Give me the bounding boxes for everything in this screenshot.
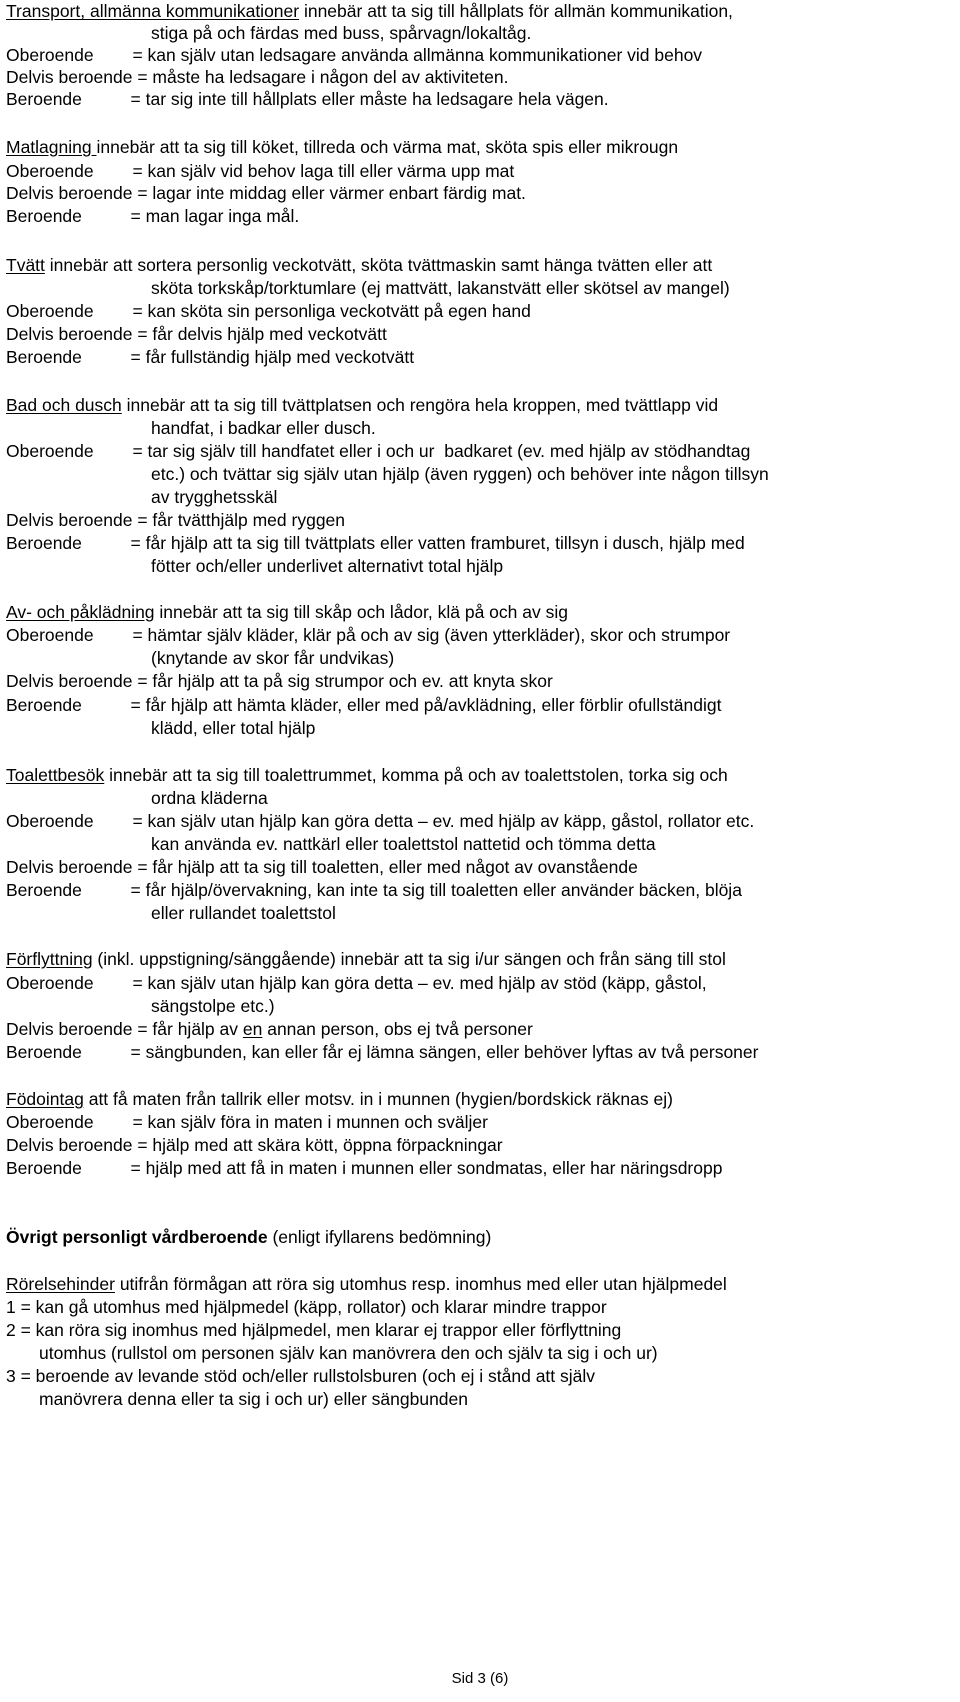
bad-intro-cont: handfat, i badkar eller dusch.	[151, 418, 376, 438]
fodointag-heading: Födointag	[6, 1089, 84, 1109]
matlagning-oberoende: Oberoende = kan själv vid behov laga till eller värma upp mat	[6, 161, 515, 181]
transport-oberoende: Oberoende = kan själv utan ledsagare använda allmänna kommunikationer vid behov	[6, 45, 703, 65]
toalett-heading: Toalettbesök	[6, 765, 105, 785]
matlagning-intro: innebär att ta sig till köket, tillreda och värma mat, sköta spis eller mikrougn	[96, 137, 679, 157]
tvatt-beroende: Beroende = får fullständig hjälp med veckotvätt	[6, 347, 415, 367]
toalett-intro-cont: ordna kläderna	[151, 788, 268, 808]
forflyttning-delvis-a: Delvis beroende = får hjälp av	[6, 1019, 243, 1039]
klad-oberoende-cont: (knytande av skor får undvikas)	[151, 648, 395, 668]
klad-heading: Av- och påklädning	[6, 602, 155, 622]
bad-oberoende: Oberoende = tar sig själv till handfatet eller i och ur badkaret (ev. med hjälp av stödhandtag	[6, 441, 751, 461]
forflyttning-delvis-en: en	[242, 1019, 263, 1039]
fodointag-oberoende: Oberoende = kan själv föra in maten i munnen och sväljer	[6, 1112, 488, 1132]
rorelse-intro-line	[6, 1273, 727, 1295]
transport-intro: innebär att ta sig till hållplats för allmän kommunikation,	[299, 1, 733, 21]
tvatt-oberoende: Oberoende = kan sköta sin personliga veckotvätt på egen hand	[6, 301, 531, 321]
forflyttning-heading: Förflyttning	[6, 949, 93, 969]
rorelse-level-3-cont: manövrera denna eller ta sig i och ur) eller sängbunden	[39, 1389, 469, 1409]
forflyttning-delvis-b: annan person, obs ej två personer	[262, 1019, 533, 1039]
rorelse-level-2: 2 = kan röra sig inomhus med hjälpmedel, men klarar ej trappor eller förflyttning	[6, 1320, 622, 1340]
ovrigt-note: (enligt ifyllarens bedömning)	[267, 1227, 492, 1247]
bad-beroende: Beroende = får hjälp att ta sig till tvättplats eller vatten framburet, tillsyn i dusch, hjälp med	[6, 533, 745, 553]
matlagning-beroende: Beroende = man lagar inga mål.	[6, 206, 300, 226]
tvatt-intro: innebär att sortera personlig veckotvätt, sköta tvättmaskin samt hänga tvätten eller att	[44, 255, 713, 275]
transport-intro-cont: stiga på och färdas med buss, spårvagn/lokaltåg.	[151, 23, 532, 43]
transport-delvis: Delvis beroende = måste ha ledsagare i någon del av aktiviteten.	[6, 67, 509, 87]
forflyttning-intro-line	[6, 948, 726, 970]
rorelse-level-2-cont: utomhus (rullstol om personen själv kan manövrera den och själv ta sig i och ur)	[39, 1343, 658, 1363]
bad-beroende-cont: fötter och/eller underlivet alternativt total hjälp	[151, 556, 504, 576]
toalett-oberoende-cont: kan använda ev. nattkärl eller toalettstol nattetid och tömma detta	[151, 834, 656, 854]
toalett-beroende-cont: eller rullandet toalettstol	[151, 903, 336, 923]
toalett-oberoende: Oberoende = kan själv utan hjälp kan göra detta – ev. med hjälp av käpp, gåstol, rollator etc.	[6, 811, 755, 831]
forflyttning-beroende: Beroende = sängbunden, kan eller får ej lämna sängen, eller behöver lyftas av två personer	[6, 1042, 759, 1062]
bad-intro-line	[6, 394, 718, 416]
bad-delvis: Delvis beroende = får tvätthjälp med ryggen	[6, 510, 346, 530]
transport-intro-line	[6, 0, 733, 22]
klad-beroende: Beroende = får hjälp att hämta kläder, eller med på/avklädning, eller förblir ofullständigt	[6, 695, 722, 715]
tvatt-intro-cont: sköta torkskåp/torktumlare (ej mattvätt, lakanstvätt eller skötsel av mangel)	[151, 278, 730, 298]
forflyttning-oberoende: Oberoende = kan själv utan hjälp kan göra detta – ev. med hjälp av stöd (käpp, gåstol,	[6, 973, 707, 993]
rorelse-level-1: 1 = kan gå utomhus med hjälpmedel (käpp, rollator) och klarar mindre trappor	[6, 1297, 607, 1317]
fodointag-delvis: Delvis beroende = hjälp med att skära kött, öppna förpackningar	[6, 1135, 503, 1155]
rorelse-heading: Rörelsehinder	[6, 1274, 115, 1294]
bad-oberoende-cont2: av trygghetsskäl	[151, 487, 278, 507]
tvatt-delvis: Delvis beroende = får delvis hjälp med veckotvätt	[6, 324, 387, 344]
fodointag-intro: att få maten från tallrik eller motsv. in i munnen (hygien/bordskick räknas ej)	[83, 1089, 673, 1109]
toalett-intro: innebär att ta sig till toalettrummet, komma på och av toalettstolen, torka sig och	[104, 765, 728, 785]
toalett-intro-line	[6, 764, 728, 786]
toalett-delvis: Delvis beroende = får hjälp att ta sig till toaletten, eller med något av ovanstående	[6, 857, 638, 877]
ovrigt-heading: Övrigt personligt vårdberoende	[6, 1227, 268, 1247]
transport-heading: Transport, allmänna kommunikationer	[6, 1, 300, 21]
matlagning-intro-line	[6, 136, 678, 158]
rorelse-intro: utifrån förmågan att röra sig utomhus resp. inomhus med eller utan hjälpmedel	[114, 1274, 727, 1294]
forflyttning-delvis	[6, 1018, 533, 1040]
fodointag-beroende: Beroende = hjälp med att få in maten i munnen eller sondmatas, eller har näringsdropp	[6, 1158, 723, 1178]
ovrigt-line	[6, 1226, 491, 1248]
klad-delvis: Delvis beroende = får hjälp att ta på sig strumpor och ev. att knyta skor	[6, 671, 553, 691]
fodointag-intro-line	[6, 1088, 673, 1110]
forflyttning-intro: (inkl. uppstigning/sänggående) innebär att ta sig i/ur sängen och från säng till stol	[92, 949, 726, 969]
klad-intro: innebär att ta sig till skåp och lådor, klä på och av sig	[154, 602, 568, 622]
matlagning-delvis: Delvis beroende = lagar inte middag eller värmer enbart färdig mat.	[6, 183, 526, 203]
bad-heading: Bad och dusch	[6, 395, 122, 415]
bad-intro: innebär att ta sig till tvättplatsen och rengöra hela kroppen, med tvättlapp vid	[121, 395, 719, 415]
klad-beroende-cont: klädd, eller total hjälp	[151, 718, 316, 738]
page-number: Sid 3 (6)	[451, 1670, 509, 1687]
forflyttning-oberoende-cont: sängstolpe etc.)	[151, 996, 275, 1016]
klad-intro-line	[6, 601, 568, 623]
tvatt-intro-line	[6, 254, 712, 276]
tvatt-heading: Tvätt	[6, 255, 45, 275]
bad-oberoende-cont1: etc.) och tvättar sig själv utan hjälp (även ryggen) och behöver inte någon tillsyn	[151, 464, 769, 484]
matlagning-heading: Matlagning	[6, 137, 97, 157]
klad-oberoende: Oberoende = hämtar själv kläder, klär på och av sig (även ytterkläder), skor och strumpor	[6, 625, 731, 645]
toalett-beroende: Beroende = får hjälp/övervakning, kan inte ta sig till toaletten eller använder bäcken, blöja	[6, 880, 742, 900]
rorelse-level-3: 3 = beroende av levande stöd och/eller rullstolsburen (och ej i stånd att själv	[6, 1366, 596, 1386]
transport-beroende: Beroende = tar sig inte till hållplats eller måste ha ledsagare hela vägen.	[6, 89, 609, 109]
